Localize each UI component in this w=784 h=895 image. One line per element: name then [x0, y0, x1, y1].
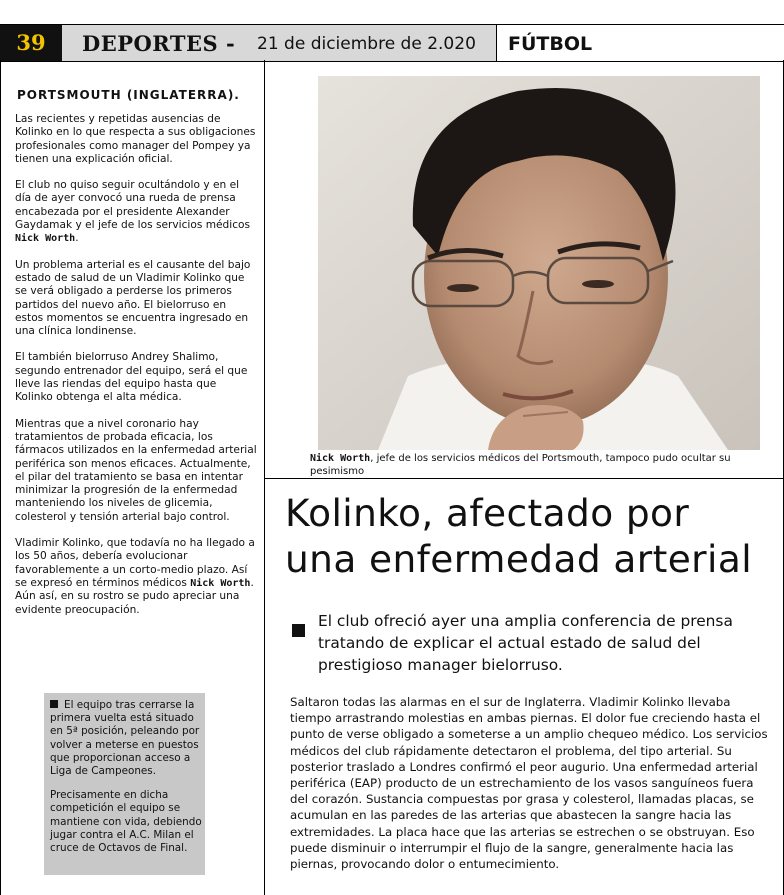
sidebar-box [44, 693, 205, 875]
photo-caption [310, 452, 784, 478]
headline-line: una enfermedad arterial [285, 537, 753, 581]
person-name: Nick Worth [310, 453, 371, 464]
category-label: FÚTBOL [508, 33, 593, 55]
paragraph-text: . [75, 232, 79, 245]
left-column-text [15, 113, 257, 630]
page-header [0, 24, 784, 62]
paragraph-text: Vladimir Kolinko, que todavía no ha llegado a los 50 años, debería evolucionar favorablemente a un corto-medio plazo. Así se expresó en términos médicos [15, 537, 255, 589]
paragraph: Mientras que a nivel coronario hay tratamientos de probada eficacia, los fármacos utilizados en la enfermedad arterial periférica son menos eficaces. Actualmente, el pilar del tratamiento se basa en intentar minimizar la progresión de la enfermedad manteniendo los niveles de glicemia, colesterol y tensión arterial bajo control. [15, 417, 257, 523]
headline [285, 490, 775, 582]
portrait-illustration [318, 76, 760, 450]
dateline: PORTSMOUTH (INGLATERRA). [17, 88, 240, 102]
portrait-photo [318, 76, 760, 450]
caption-text: , jefe de los servicios médicos del Portsmouth, tampoco pudo ocultar su pesimismo [310, 453, 731, 477]
person-name: Nick Worth [15, 233, 76, 245]
sidebar-paragraph: Precisamente en dicha competición el equipo se mantiene con vida, debiendo jugar contra el A.C. Milan el cruce de Octavos de Final. [50, 789, 202, 855]
subheadline: El club ofreció ayer una amplia conferencia de prensa tratando de explicar el actual estado de salud del prestigioso manager bielorruso. [318, 612, 733, 674]
paragraph: El también bielorruso Andrey Shalimo, segundo entrenador del equipo, será el que lleve las riendas del equipo hasta que Kolinko obtenga el alta médica. [15, 351, 248, 404]
paragraph-text: . Aún así, en su rostro se pudo apreciar una evidente preocupación. [15, 576, 254, 616]
page-number: 39 [0, 25, 62, 61]
paragraph [15, 537, 257, 617]
paragraph: Las recientes y repetidas ausencias de Kolinko en lo que respecta a sus obligaciones profesionales como manager del Pompey ya tienen una explicación oficial. [15, 113, 256, 165]
sidebar-text: El equipo tras cerrarse la primera vuelta está situado en 5ª posición, peleando por volver a meterse en puestos que proporcionan acceso a Liga de Campeones. [50, 699, 200, 778]
sidebar-paragraph [50, 699, 204, 778]
section-name: DEPORTES - [82, 31, 236, 56]
left-border [0, 60, 1, 895]
issue-date: 21 de diciembre de 2.020 [257, 34, 476, 54]
section-header-box [62, 25, 497, 61]
sidebar-content [50, 699, 204, 866]
paragraph [15, 179, 257, 245]
paragraph-text: El club no quiso seguir ocultándolo y en el día de ayer convocó una rueda de prensa encabezada por el presidente Alexander Gaydamak y el jefe de los servicios médicos [15, 179, 251, 232]
article-body: Saltaron todas las alarmas en el sur de Inglaterra. Vladimir Kolinko llevaba tiempo arrastrando molestias en ambas piernas. El dolor fue creciendo hasta el punto de verse obligado a someterse a un amplio chequeo médico. Los servicios médicos del club rápidamente detectaron el problema, del tipo arterial. Su posterior traslado a Londres confirmó el peor augurio. Una enfermedad arterial periférica (EAP) producto de un estrechamiento de los vasos sanguíneos fuera del corazón. Sustancia compuestas por grasa y colesterol, llamadas placas, se acumulan en las paredes de las arterias que abastecen la sangre hacia las extremidades. La placa hace que las arterias se estrechen o se obstruyan. Eso puede disminuir o interrumpir el flujo de la sangre, generalmente hacia las piernas, provocando dolor o entumecimiento. [290, 695, 768, 872]
headline-line: Kolinko, afectado por [285, 491, 690, 535]
bullet-icon [50, 700, 58, 708]
subhead-bullet-icon [292, 624, 305, 637]
person-name: Nick Worth [190, 577, 251, 589]
paragraph: Un problema arterial es el causante del bajo estado de salud de un Vladimir Kolinko que se verá obligado a perderse los primeros partidos del nuevo año. El bielorruso en estos momentos se encuentra ingresado en una clínica londinense. [15, 258, 251, 338]
photo-divider [264, 478, 784, 479]
